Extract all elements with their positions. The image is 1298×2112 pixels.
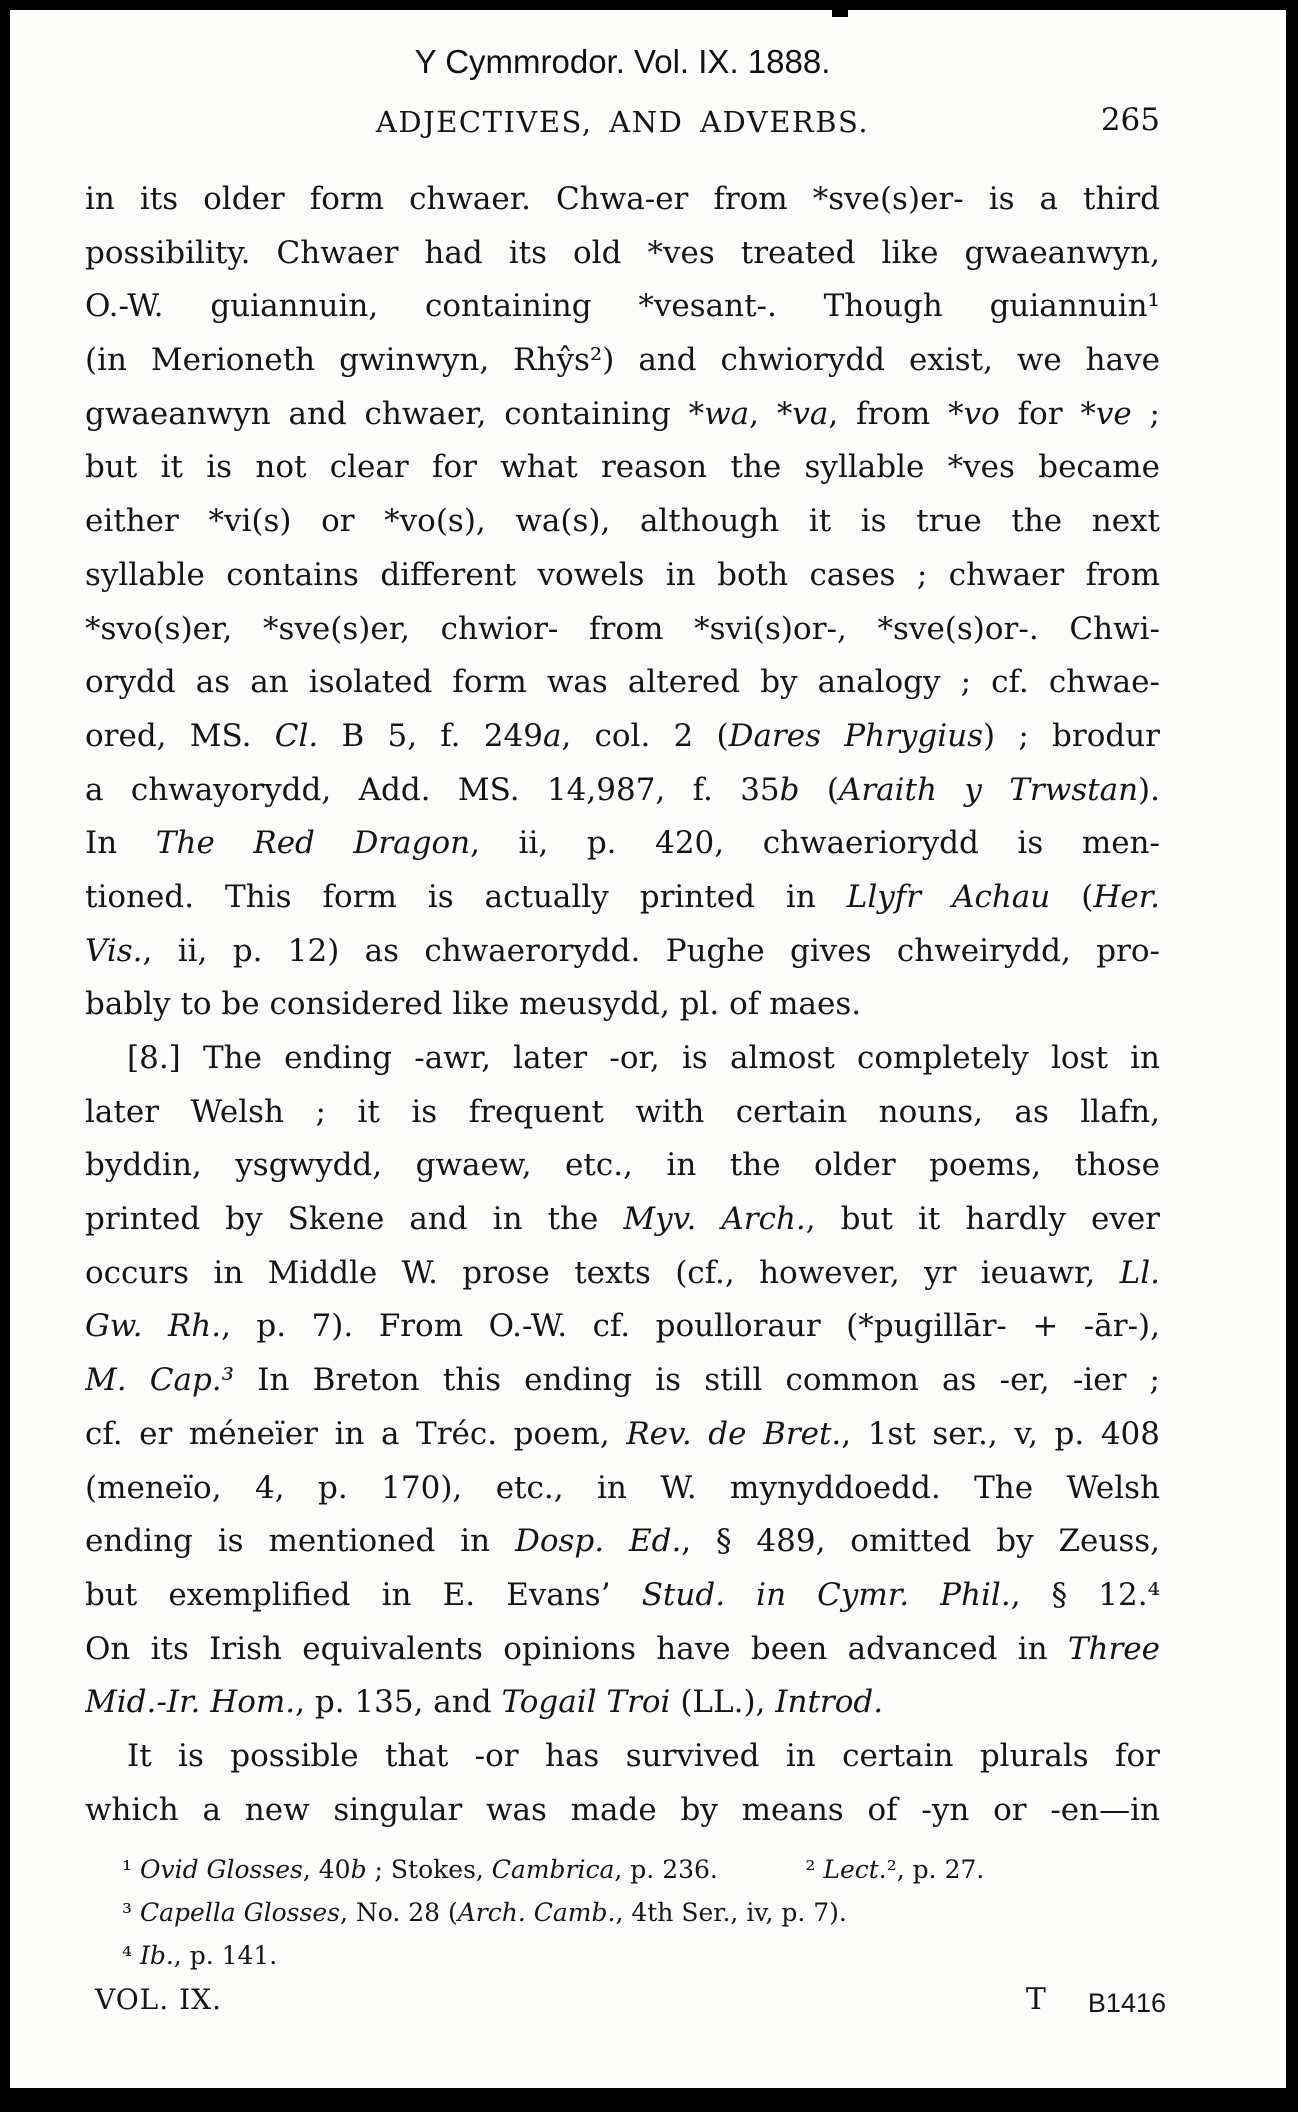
- running-head: ADJECTIVES, AND ADVERBS.: [375, 105, 870, 139]
- text-line: printed by Skene and in the Myv. Arch., but it hardly ever: [85, 1201, 1160, 1238]
- text-line: Vis., ii, p. 12) as chwaerorydd. Pughe gives chweirydd, pro-: [85, 932, 1160, 969]
- text-line: ¹ Ovid Glosses, 40b ; Stokes, Cambrica, p. 236. ² Lect.², p. 27.: [122, 1855, 985, 1884]
- footnotes: [122, 1848, 1162, 1977]
- text-line: ⁴ Ib., p. 141.: [122, 1941, 278, 1970]
- text-line: Mid.-Ir. Hom., p. 135, and Togail Troi (LL.), Introd.: [85, 1684, 884, 1721]
- page-scan: [10, 10, 1286, 2088]
- text-line: [8.] The ending -awr, later -or, is almost completely lost in: [127, 1040, 1160, 1076]
- text-line: later Welsh ; it is frequent with certain nouns, as llafn,: [85, 1093, 1160, 1130]
- text-line: ending is mentioned in Dosp. Ed., § 489, omitted by Zeuss,: [85, 1523, 1160, 1560]
- text-line: M. Cap.³ In Breton this ending is still common as -er, -ier ;: [85, 1362, 1160, 1399]
- text-line: (in Merioneth gwinwyn, Rhŷs²) and chwiorydd exist, we have: [85, 342, 1160, 379]
- page-number: 265: [1100, 102, 1160, 138]
- text-line: O.-W. guiannuin, containing *vesant-. Though guiannuin¹: [85, 288, 1160, 325]
- text-line: in its older form chwaer. Chwa-er from *sve(s)er- is a third: [85, 181, 1160, 217]
- text-line: tioned. This form is actually printed in Llyfr Achau (Her.: [85, 878, 1160, 915]
- text-line: syllable contains different vowels in both cases ; chwaer from: [85, 556, 1160, 593]
- text-line: byddin, ysgwydd, gwaew, etc., in the older poems, those: [85, 1147, 1160, 1184]
- text-line: ³ Capella Glosses, No. 28 (Arch. Camb., 4th Ser., iv, p. 7).: [122, 1898, 847, 1927]
- text-line: cf. er méneïer in a Tréc. poem, Rev. de Bret., 1st ser., v, p. 408: [85, 1415, 1160, 1452]
- text-line: Gw. Rh., p. 7). From O.-W. cf. poulloraur (*pugillār- + -ār-),: [85, 1308, 1160, 1345]
- text-line: orydd as an isolated form was altered by analogy ; cf. chwae-: [85, 664, 1160, 701]
- text-line: bably to be considered like meusydd, pl. of maes.: [85, 986, 862, 1023]
- text-line: On its Irish equivalents opinions have been advanced in Three: [85, 1630, 1160, 1667]
- text-line: but exemplified in E. Evans’ Stud. in Cymr. Phil., § 12.⁴: [85, 1576, 1160, 1613]
- text-line: occurs in Middle W. prose texts (cf., however, yr ieuawr, Ll.: [85, 1254, 1160, 1291]
- text-line: a chwayorydd, Add. MS. 14,987, f. 35b (Araith y Trwstan).: [85, 771, 1160, 808]
- scan-artifact: [832, 10, 848, 17]
- text-line: ored, MS. Cl. B 5, f. 249a, col. 2 (Dares Phrygius) ; brodur: [85, 717, 1160, 754]
- library-stamp: B1416: [1087, 1988, 1166, 2018]
- text-line: *svo(s)er, *sve(s)er, chwior- from *svi(s)or-, *sve(s)or-. Chwi-: [85, 610, 1160, 647]
- page-footer: [95, 1982, 1166, 2017]
- text-line: In The Red Dragon, ii, p. 420, chwaeriorydd is men-: [85, 825, 1160, 862]
- volume-label: VOL. IX.: [95, 1983, 222, 2016]
- printer-signature: T: [1025, 1982, 1046, 2017]
- text-line: either *vi(s) or *vo(s), wa(s), although it is true the next: [85, 503, 1160, 540]
- text-line: but it is not clear for what reason the syllable *ves became: [85, 449, 1160, 486]
- text-line: gwaeanwyn and chwaer, containing *wa, *va, from *vo for *ve ;: [85, 395, 1160, 432]
- text-line: which a new singular was made by means of -yn or -en—in: [85, 1791, 1160, 1828]
- journal-header: Y Cymmrodor. Vol. IX. 1888.: [414, 43, 831, 80]
- text-line: possibility. Chwaer had its old *ves treated like gwaeanwyn,: [85, 234, 1160, 271]
- text-line: It is possible that -or has survived in certain plurals for: [127, 1737, 1160, 1774]
- body-text: [85, 173, 1160, 1837]
- footer-right-group: [1026, 1982, 1166, 2017]
- text-line: (meneïo, 4, p. 170), etc., in W. mynyddoedd. The Welsh: [85, 1469, 1160, 1506]
